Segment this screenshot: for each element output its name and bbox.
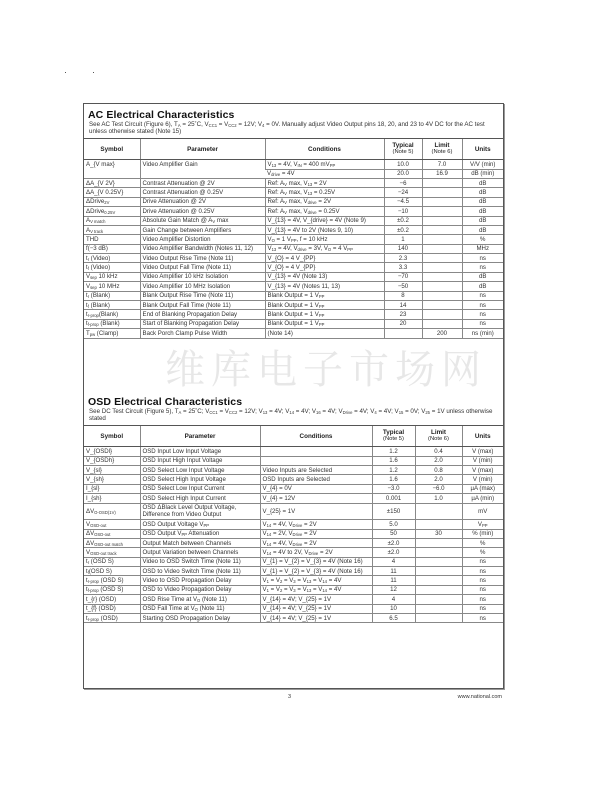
cell-conditions: Ref: $A_V$ max, $V_{drive} = 2V$ <box>265 197 384 206</box>
cell-units: % (min) <box>462 529 503 538</box>
cell-limit <box>415 520 462 529</box>
cell-conditions: OSD Inputs are Selected <box>260 475 372 484</box>
header-label: Limit <box>430 429 447 437</box>
cell-symbol: $t_{r-prop}$ (OSD S) <box>84 576 140 585</box>
watermark: 维库电子市场网 <box>165 347 487 393</box>
cell-limit <box>422 188 462 197</box>
cell-parameter: Starting OSD Propagation Delay <box>140 614 260 623</box>
cell-limit <box>415 576 462 585</box>
cell-symbol: $A_{V track}$ <box>84 225 140 234</box>
table-row <box>84 197 503 206</box>
cell-units: dB <box>462 272 503 281</box>
cell-symbol: $A_{V match}$ <box>84 216 140 225</box>
cell-units: V/V (min) <box>462 160 503 169</box>
cell-typical: 4 <box>372 557 415 566</box>
osd-title: OSD Electrical Characteristics <box>88 396 243 408</box>
cell-typical: −4.5 <box>384 197 422 206</box>
cell-symbol: $\Delta V_{O-OSD(1V)}$ <box>84 503 140 520</box>
header-label: Typical <box>392 142 414 150</box>
table-row <box>84 520 503 529</box>
cell-conditions: V_{13} = 4V (Notes 11, 13) <box>265 282 384 291</box>
header-limit <box>422 139 462 160</box>
table-row <box>84 160 503 169</box>
header-label: Parameter <box>184 432 216 440</box>
cell-conditions: Blank Output = 1 $V_{PP}$ <box>265 291 384 300</box>
cell-parameter: Contrast Attenuation @ 2V <box>140 178 265 187</box>
cell-symbol: $V_{sep}$ 10 kHz <box>84 272 140 281</box>
cell-conditions: V_{O} = 4 V_{PP} <box>265 254 384 263</box>
cell-conditions <box>260 456 372 465</box>
cell-parameter: OSD Output $V_{PP}$ Attenuation <box>140 529 260 538</box>
table-row <box>84 475 503 484</box>
table-row <box>84 291 503 300</box>
table-row <box>84 576 503 585</box>
header-limit <box>415 426 462 447</box>
cell-symbol: I_{sl} <box>84 484 140 493</box>
cell-conditions: $V_1 = V_2 = V_3 = V_{13} = V_{14} = 4V$ <box>260 576 372 585</box>
table-row <box>84 282 503 291</box>
cell-units: ns <box>462 595 503 604</box>
osd-section <box>88 396 502 623</box>
cell-units: % <box>462 548 503 557</box>
cell-typical: 1.6 <box>372 456 415 465</box>
cell-units: dB <box>462 207 503 216</box>
footer-url[interactable]: www.national.com <box>457 694 502 700</box>
cell-limit <box>422 272 462 281</box>
table-row <box>84 272 503 281</box>
cell-parameter: Video Amplifier Bandwidth (Notes 11, 12) <box>140 244 265 253</box>
table-row <box>84 595 503 604</box>
cell-typical: −10 <box>384 207 422 216</box>
cell-units: dB <box>462 197 503 206</box>
cell-units: ns <box>462 604 503 613</box>
cell-typical: 10 <box>372 604 415 613</box>
cell-units: ns <box>462 254 503 263</box>
cell-limit <box>422 178 462 187</box>
cell-typical: −50 <box>384 282 422 291</box>
cell-limit <box>415 585 462 594</box>
cell-symbol: $V_{OSD-out}$ <box>84 520 140 529</box>
cell-typical: 50 <box>372 529 415 538</box>
cell-symbol: $V_{sep}$ 10 MHz <box>84 282 140 291</box>
cell-symbol: $t_f$ (Blank) <box>84 301 140 310</box>
cell-typical: 14 <box>384 301 422 310</box>
cell-symbol: ΔA_{V 2V} <box>84 178 140 187</box>
cell-conditions: $V_{14} = 4V$, $V_{Drive} = 2V$ <box>260 520 372 529</box>
header-label: Typical <box>382 429 405 437</box>
osd-description: See DC Test Circuit (Figure 5), $T_A$ = 25˚C; $V_{CC1} = V_{CC2} = 12V$; $V_{13} = 4V$; $V_{14} = 4V$; $V_{16} = 4V$; $V_{Drive} = 4V$; $V_4 = 4V$; $V_{15} = 0V$; $V_{25} = 1V$ unless otherwise stated <box>89 408 493 422</box>
header-typical <box>372 426 415 447</box>
cell-typical: 4 <box>372 595 415 604</box>
cell-units: ns <box>462 291 503 300</box>
cell-units: V (min) <box>462 456 503 465</box>
header-note: (Note 6) <box>431 149 453 156</box>
cell-parameter: OSD Input High Input Voltage <box>140 456 260 465</box>
cell-conditions: V_{1} = V_{2} = V_{3} = 4V (Note 16) <box>260 567 372 576</box>
cell-parameter: Back Porch Clamp Pulse Width <box>140 329 265 338</box>
header-symbol <box>84 426 140 447</box>
cell-conditions: $V_{14} = 2V$, $V_{Drive} = 2V$ <box>260 529 372 538</box>
cell-typical: 1 <box>384 235 422 244</box>
cell-typical: 0.001 <box>372 494 415 503</box>
cell-typical: 1.2 <box>372 465 415 474</box>
cell-limit: 1.0 <box>415 494 462 503</box>
cell-parameter: OSD Select High Input Voltage <box>140 475 260 484</box>
header-typical <box>384 139 422 160</box>
cell-typical: 20.0 <box>384 169 422 178</box>
cell-typical: 11 <box>372 567 415 576</box>
page-number: 3 <box>288 694 292 700</box>
cell-symbol: ΔDrive$_{0.25V}$ <box>84 207 140 216</box>
cell-typical: 2.3 <box>384 254 422 263</box>
cell-parameter: Video to OSD Propagation Delay <box>140 576 260 585</box>
cell-symbol: $t_{f-prop}$ (OSD S) <box>84 585 140 594</box>
cell-parameter: Blank Output Fall Time (Note 11) <box>140 301 265 310</box>
table-row <box>84 235 503 244</box>
cell-symbol: $V_{OSD-out track}$ <box>84 548 140 557</box>
cell-conditions: $V_{13} = 4V$, $V_{drive} = 3V$, $V_O = 4$ $V_{PP}$ <box>265 244 384 253</box>
ac-table <box>84 138 503 338</box>
cell-units: ns <box>462 301 503 310</box>
cell-units: dB <box>462 282 503 291</box>
cell-limit <box>415 503 462 520</box>
cell-conditions: V_{4} = 12V <box>260 494 372 503</box>
cell-typical: ±0.2 <box>384 225 422 234</box>
cell-limit <box>422 225 462 234</box>
cell-conditions: Blank Output = 1 $V_{PP}$ <box>265 319 384 328</box>
cell-conditions: $V_1 = V_2 = V_3 = V_{13} = V_{14} = 4V$ <box>260 585 372 594</box>
cell-limit <box>415 595 462 604</box>
cell-symbol: V_{sl} <box>84 465 140 474</box>
cell-units: ns <box>462 319 503 328</box>
cell-typical: 1.2 <box>372 447 415 456</box>
header-conditions <box>260 426 372 447</box>
cell-conditions: Ref: $A_V$ max, $V_{13} = 0.25V$ <box>265 188 384 197</box>
cell-parameter: Video Output Rise Time (Note 11) <box>140 254 265 263</box>
cell-parameter: End of Blanking Propagation Delay <box>140 310 265 319</box>
header-note: (Note 6) <box>428 436 449 443</box>
table-row <box>84 567 503 576</box>
osd-table <box>84 425 503 623</box>
cell-limit <box>422 291 462 300</box>
cell-symbol: $t_{r-prop}(Blank)$ <box>84 310 140 319</box>
table-row <box>84 484 503 493</box>
cell-conditions: V_{14} = 4V; V_{25} = 1V <box>260 595 372 604</box>
table-row <box>84 329 503 338</box>
cell-typical: −3.0 <box>372 484 415 493</box>
cell-typical: ±150 <box>372 503 415 520</box>
cell-units: V (min) <box>462 475 503 484</box>
cell-parameter: Output Variation between Channels <box>140 548 260 557</box>
cell-limit: 2.0 <box>415 456 462 465</box>
cell-units: V (max) <box>462 447 503 456</box>
cell-units: ns <box>462 585 503 594</box>
header-units <box>462 426 503 447</box>
cell-parameter: OSD to Video Switch Time (Note 11) <box>140 567 260 576</box>
cell-symbol: THD <box>84 235 140 244</box>
cell-typical: 5.0 <box>372 520 415 529</box>
cell-typical: 6.5 <box>372 614 415 623</box>
header-label: Units <box>474 145 491 153</box>
header-label: Limit <box>434 142 450 150</box>
cell-conditions: V_{14} = 4V; V_{25} = 1V <box>260 604 372 613</box>
cell-conditions: V_{O} = 4 V_{PP} <box>265 263 384 272</box>
cell-conditions: V_{1} = V_{2} = V_{3} = 4V (Note 16) <box>260 557 372 566</box>
cell-parameter: Drive Attenuation @ 2V <box>140 197 265 206</box>
cell-units: dB <box>462 216 503 225</box>
table-row <box>84 225 503 234</box>
cell-parameter: OSD to Video Propagation Delay <box>140 585 260 594</box>
spec-frame <box>83 103 504 689</box>
cell-conditions: $V_{13} = 4V$, $V_{IN} = 400$ $mV_{PP}$ <box>265 160 384 169</box>
header-parameter <box>140 139 265 160</box>
cell-limit <box>422 207 462 216</box>
cell-typical: 8 <box>384 291 422 300</box>
cell-limit <box>422 235 462 244</box>
cell-parameter: Start of Blanking Propagation Delay <box>140 319 265 328</box>
header-note: (Note 5) <box>383 436 404 443</box>
speck <box>65 72 66 73</box>
cell-typical: 10.0 <box>384 160 422 169</box>
cell-typical <box>384 329 422 338</box>
cell-parameter: OSD Input Low Input Voltage <box>140 447 260 456</box>
cell-parameter: Video Amplifier 10 kHz Isolation <box>140 272 265 281</box>
cell-limit <box>415 538 462 547</box>
cell-limit: 0.8 <box>415 465 462 474</box>
cell-symbol: A_{V max} <box>84 160 140 179</box>
cell-units: dB <box>462 225 503 234</box>
cell-limit <box>422 197 462 206</box>
cell-units: ns (min) <box>462 329 503 338</box>
table-row <box>84 604 503 613</box>
cell-typical: ±2.0 <box>372 538 415 547</box>
cell-units: ns <box>462 614 503 623</box>
ac-description: See AC Test Circuit (Figure 6), $T_A$ = 25˚C, $V_{CC1} = V_{CC2} = 12V$; $V_4 = 0V$. Manually adjust Video Output pins 18, 20, and 23 to 4V DC for the AC test unless otherwise stated (Note 15) <box>89 121 485 135</box>
cell-limit: 200 <box>422 329 462 338</box>
cell-parameter: OSD ΔBlack Level Output Voltage, Difference from Video Output <box>140 503 260 520</box>
cell-parameter: Blank Output Rise Time (Note 11) <box>140 291 265 300</box>
speck <box>93 72 94 73</box>
header-label: Conditions <box>299 432 333 440</box>
cell-symbol: $t_f(OSD$ S) <box>84 567 140 576</box>
cell-parameter: OSD Select Low Input Voltage <box>140 465 260 474</box>
cell-limit <box>422 301 462 310</box>
cell-typical: 11 <box>372 576 415 585</box>
cell-units: ns <box>462 263 503 272</box>
header-conditions <box>265 139 384 160</box>
cell-typical: 3.3 <box>384 263 422 272</box>
cell-units: ns <box>462 576 503 585</box>
cell-typical: 1.6 <box>372 475 415 484</box>
cell-parameter: Contrast Attenuation @ 0.25V <box>140 188 265 197</box>
cell-typical: −6 <box>384 178 422 187</box>
table-row <box>84 538 503 547</box>
cell-typical: ±2.0 <box>372 548 415 557</box>
header-label: Conditions <box>308 145 341 153</box>
cell-limit: 16.9 <box>422 169 462 178</box>
table-row <box>84 310 503 319</box>
cell-limit <box>422 319 462 328</box>
cell-parameter: Output Match between Channels <box>140 538 260 547</box>
cell-symbol: f(−3 dB) <box>84 244 140 253</box>
header-symbol <box>84 139 140 160</box>
cell-units: V (max) <box>462 465 503 474</box>
table-row <box>84 557 503 566</box>
cell-conditions: $V_{drive} = 4V$ <box>265 169 384 178</box>
cell-limit: 2.0 <box>415 475 462 484</box>
cell-parameter: OSD Output Voltage $V_{PP}$ <box>140 520 260 529</box>
table-row <box>84 456 503 465</box>
cell-parameter: Gain Change between Amplifiers <box>140 225 265 234</box>
cell-limit <box>422 216 462 225</box>
header-units <box>462 139 503 160</box>
cell-limit <box>415 548 462 557</box>
cell-conditions: Ref: $A_V$ max, $V_{drive} = 0.25V$ <box>265 207 384 216</box>
cell-typical: 140 <box>384 244 422 253</box>
header-note: (Note 5) <box>392 149 414 156</box>
table-row <box>84 319 503 328</box>
header-label: Units <box>474 432 491 440</box>
cell-symbol: $t_{r-prop}$ (OSD) <box>84 614 140 623</box>
header-label: Parameter <box>187 145 218 153</box>
table-row <box>84 529 503 538</box>
table-row <box>84 548 503 557</box>
cell-limit: 7.0 <box>422 160 462 169</box>
cell-units: ns <box>462 567 503 576</box>
header-label: Symbol <box>100 145 124 153</box>
cell-parameter: OSD Select High Input Current <box>140 494 260 503</box>
cell-symbol: t_{r} (OSD) <box>84 595 140 604</box>
cell-conditions: Blank Output = 1 $V_{PP}$ <box>265 301 384 310</box>
cell-conditions: Blank Output = 1 $V_{PP}$ <box>265 310 384 319</box>
cell-symbol: V_{OSDl} <box>84 447 140 456</box>
cell-conditions <box>260 447 372 456</box>
table-row <box>84 178 503 187</box>
cell-conditions: $V_{14} = 4V$ to 2V, $V_{Drive} = 2V$ <box>260 548 372 557</box>
cell-conditions: V_{25} = 1V <box>260 503 372 520</box>
cell-symbol: ΔA_{V 0.25V} <box>84 188 140 197</box>
cell-typical: 12 <box>372 585 415 594</box>
cell-units: dB (min) <box>462 169 503 178</box>
cell-limit <box>422 310 462 319</box>
cell-limit: 0.4 <box>415 447 462 456</box>
cell-units: ns <box>462 310 503 319</box>
cell-limit <box>415 614 462 623</box>
header-parameter <box>140 426 260 447</box>
cell-typical: −24 <box>384 188 422 197</box>
cell-limit <box>422 244 462 253</box>
cell-parameter: Video Amplifier Gain <box>140 160 265 179</box>
cell-conditions: $V_O = 1$ $V_{PP}$, f = 10 kHz <box>265 235 384 244</box>
cell-units: dB <box>462 178 503 187</box>
table-row <box>84 614 503 623</box>
cell-parameter: OSD Rise Time at $V_O$ (Note 11) <box>140 595 260 604</box>
cell-limit <box>415 604 462 613</box>
table-row <box>84 263 503 272</box>
cell-parameter: Video to OSD Switch Time (Note 11) <box>140 557 260 566</box>
table-row <box>84 447 503 456</box>
cell-parameter: Video Output Fall Time (Note 11) <box>140 263 265 272</box>
cell-units: dB <box>462 188 503 197</box>
ac-title: AC Electrical Characteristics <box>88 109 235 121</box>
cell-symbol: $t_r$ (Blank) <box>84 291 140 300</box>
header-label: Symbol <box>100 432 124 440</box>
cell-typical: 23 <box>384 310 422 319</box>
table-row <box>84 585 503 594</box>
ac-section <box>88 109 502 339</box>
cell-conditions: V_{13} = 4V to 2V (Notes 9, 10) <box>265 225 384 234</box>
cell-parameter: Video Amplifier 10 MHz Isolation <box>140 282 265 291</box>
table-row <box>84 254 503 263</box>
cell-symbol: V_{sh} <box>84 475 140 484</box>
cell-limit <box>422 263 462 272</box>
cell-symbol: $\Delta V_{OSD-out}$ <box>84 529 140 538</box>
cell-conditions: V_{14} = 4V; V_{25} = 1V <box>260 614 372 623</box>
table-row <box>84 207 503 216</box>
cell-symbol: $t_r$ (OSD S) <box>84 557 140 566</box>
cell-symbol: $\Delta V_{OSD-out match}$ <box>84 538 140 547</box>
cell-limit <box>422 254 462 263</box>
cell-conditions: V_{13} = 4V (Note 13) <box>265 272 384 281</box>
cell-symbol: V_{OSDh} <box>84 456 140 465</box>
cell-symbol: $t_f$ (Video) <box>84 263 140 272</box>
cell-typical: 20 <box>384 319 422 328</box>
cell-parameter: Absolute Gain Match @ $A_V$ max <box>140 216 265 225</box>
cell-units: $V_{PP}$ <box>462 520 503 529</box>
table-row <box>84 503 503 520</box>
cell-limit: −6.0 <box>415 484 462 493</box>
cell-parameter: Drive Attenuation @ 0.25V <box>140 207 265 216</box>
cell-conditions: Video Inputs are Selected <box>260 465 372 474</box>
table-row <box>84 244 503 253</box>
table-row <box>84 216 503 225</box>
cell-symbol: $t_{f-prop}$ (Blank) <box>84 319 140 328</box>
cell-symbol: $t_r$ (Video) <box>84 254 140 263</box>
cell-symbol: I_{sh} <box>84 494 140 503</box>
table-row <box>84 188 503 197</box>
cell-units: % <box>462 235 503 244</box>
cell-symbol: t_{f} (OSD) <box>84 604 140 613</box>
cell-units: µA (max) <box>462 484 503 493</box>
cell-limit <box>415 567 462 576</box>
cell-typical: ±0.2 <box>384 216 422 225</box>
cell-units: mV <box>462 503 503 520</box>
cell-conditions: V_{4} = 0V <box>260 484 372 493</box>
cell-parameter: OSD Select Low Input Current <box>140 484 260 493</box>
cell-parameter: Video Amplifier Distortion <box>140 235 265 244</box>
cell-units: ns <box>462 557 503 566</box>
cell-conditions: V_{13} = 4V, V_{drive} = 4V (Note 9) <box>265 216 384 225</box>
cell-limit: 30 <box>415 529 462 538</box>
cell-units: % <box>462 538 503 547</box>
cell-units: MHz <box>462 244 503 253</box>
cell-limit <box>422 282 462 291</box>
cell-parameter: OSD Fall Time at $V_O$ (Note 11) <box>140 604 260 613</box>
cell-units: µA (min) <box>462 494 503 503</box>
table-row <box>84 301 503 310</box>
cell-symbol: $T_{pw}$ (Clamp) <box>84 329 140 338</box>
table-row <box>84 465 503 474</box>
table-row <box>84 494 503 503</box>
cell-typical: −70 <box>384 272 422 281</box>
cell-symbol: ΔDrive$_{2V}$ <box>84 197 140 206</box>
cell-conditions: $V_{14} = 4V$, $V_{Drive} = 2V$ <box>260 538 372 547</box>
cell-limit <box>415 557 462 566</box>
cell-conditions: Ref: $A_V$ max, $V_{13} = 2V$ <box>265 178 384 187</box>
cell-conditions: (Note 14) <box>265 329 384 338</box>
